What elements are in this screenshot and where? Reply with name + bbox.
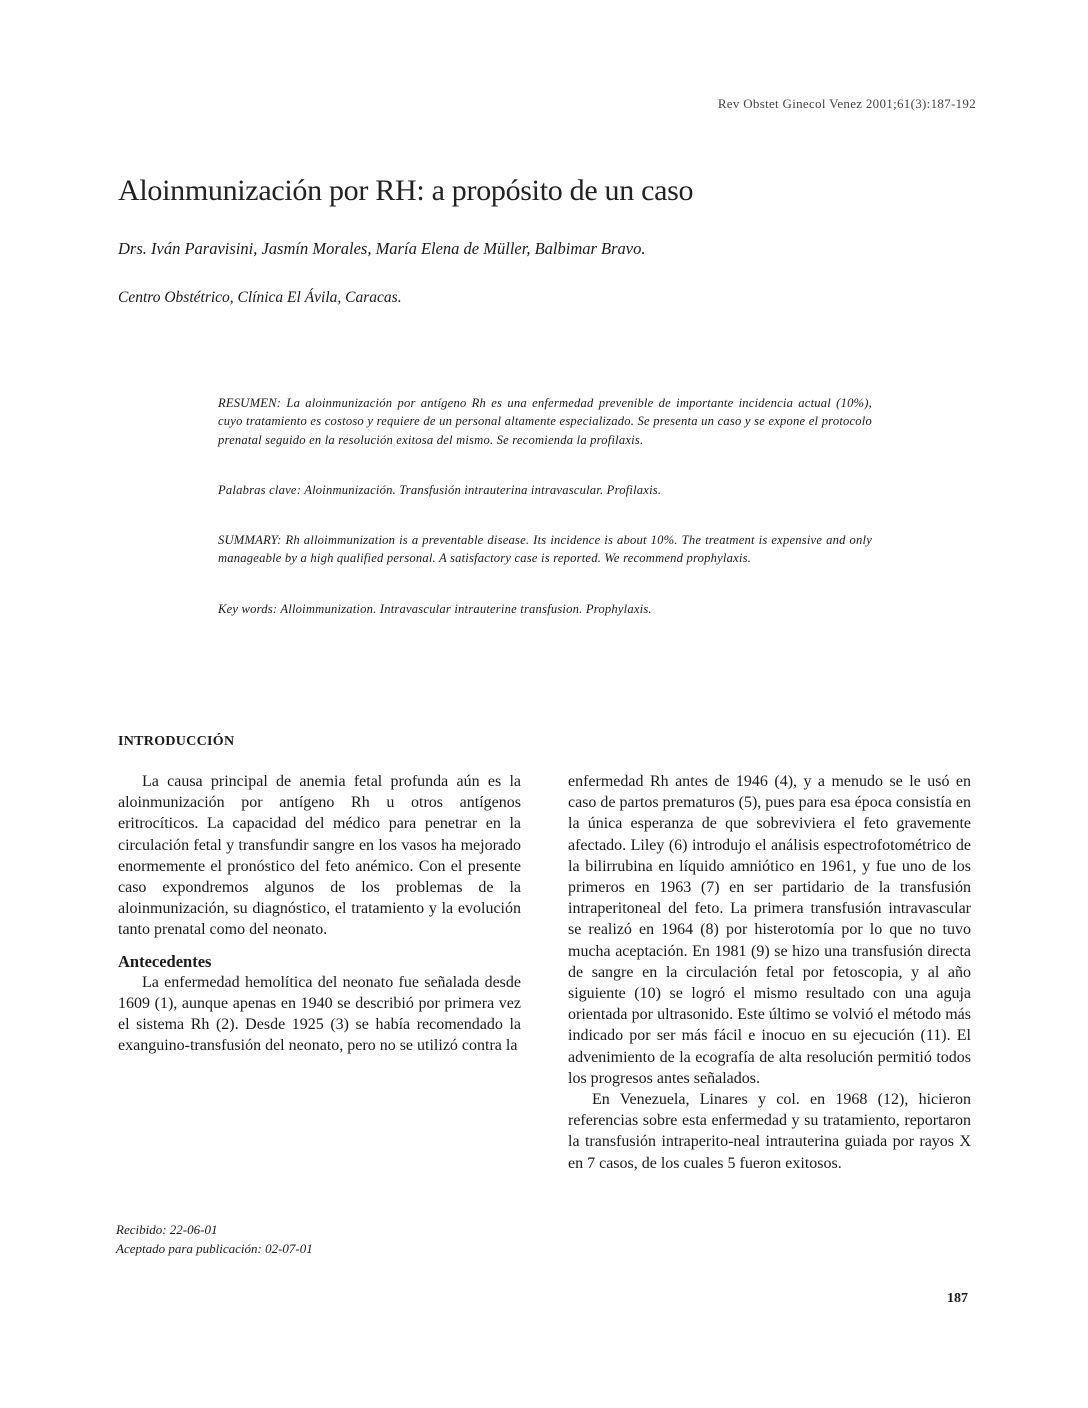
submission-dates bbox=[116, 1221, 313, 1258]
article-authors: Drs. Iván Paravisini, Jasmín Morales, María Elena de Müller, Balbimar Bravo. bbox=[118, 239, 646, 258]
accepted-date: Aceptado para publicación: 02-07-01 bbox=[116, 1240, 313, 1256]
abstract-summary: SUMMARY: Rh alloimmunization is a preventable disease. Its incidence is about 10%. The treatment is expensive and only manageable by a high qualified personal. A satisfactory case is reported. We recommend prophylaxis. bbox=[218, 533, 872, 566]
received-date: Recibido: 22-06-01 bbox=[116, 1222, 218, 1237]
antecedentes-paragraph-continued: enfermedad Rh antes de 1946 (4), y a menudo se le usó en caso de partos prematuros (5), pues para esa época consistía en la única esperanza de que sobreviviera el feto gravemente afectado. Liley (6) introdujo el análisis espectrofotométrico de la bilirrubina en líquido amniótico en 1961, y fue uno de los primeros en 1963 (7) en ser partidario de la transfusión intraperitoneal del feto. La primera transfusión intravascular se realizó en 1964 (8) por histerotomía por lo que no tuvo mucha aceptación. En 1981 (9) se hizo una transfusión directa de sangre en la circulación fetal por fetoscopia, y al año siguiente (10) se logró el mismo resultado con una aguja orientada por ultrasonido. Este último se volvió el método más indicado por ser más fácil e inocuo en su ejecución (11). El advenimiento de la ecografía de alta resolución permitió todos los progresos antes señalados. bbox=[568, 773, 971, 1087]
abstract-palabras-clave: Palabras clave: Aloinmunización. Transfusión intrauterina intravascular. Profilaxis. bbox=[218, 483, 662, 497]
subheading-antecedentes: Antecedentes bbox=[118, 951, 212, 971]
abstract-resumen: RESUMEN: La aloinmunización por antígeno Rh es una enfermedad prevenible de importante incidencia actual (10%), cuyo tratamiento es costoso y requiere de un personal altamente especializado. Se presenta un caso y se expone el protocolo prenatal seguido en la resolución exitosa del mismo. Se recomienda la profilaxis. bbox=[218, 396, 872, 447]
journal-citation: Rev Obstet Ginecol Venez 2001;61(3):187-192 bbox=[717, 96, 976, 111]
venezuela-paragraph: En Venezuela, Linares y col. en 1968 (12), hicieron referencias sobre esta enfermedad y su tratamiento, reportaron la transfusión intraperito-neal intrauterina guiada por rayos X en 7 casos, de los cuales 5 fueron exitosos. bbox=[568, 1091, 971, 1172]
page-number: 187 bbox=[947, 1291, 968, 1306]
intro-paragraph: La causa principal de anemia fetal profunda aún es la aloinmunización por antígeno Rh u otros antígenos eritrocíticos. La capacidad del médico para penetrar en la circulación fetal y transfundir sangre en los vasos ha mejorado enormemente el pronóstico del feto anémico. Con el presente caso expondremos algunos de los problemas de la aloinmunización, su diagnóstico, el tratamiento y la evolución tanto prenatal como del neonato. bbox=[118, 773, 521, 939]
article-title: Aloinmunización por RH: a propósito de un caso bbox=[118, 174, 694, 207]
body-column-left bbox=[118, 771, 521, 1056]
abstract-key-words: Key words: Alloimmunization. Intravascular intrauterine transfusion. Prophylaxis. bbox=[218, 602, 652, 616]
body-column-right bbox=[568, 771, 971, 1174]
article-affiliation: Centro Obstétrico, Clínica El Ávila, Caracas. bbox=[118, 289, 402, 306]
antecedentes-paragraph: La enfermedad hemolítica del neonato fue señalada desde 1609 (1), aunque apenas en 1940 se describió por primera vez el sistema Rh (2). Desde 1925 (3) se había recomendado la exanguino-transfusión del neonato, pero no se utilizó contra la bbox=[118, 973, 521, 1055]
section-heading-introduccion: INTRODUCCIÓN bbox=[118, 734, 235, 749]
